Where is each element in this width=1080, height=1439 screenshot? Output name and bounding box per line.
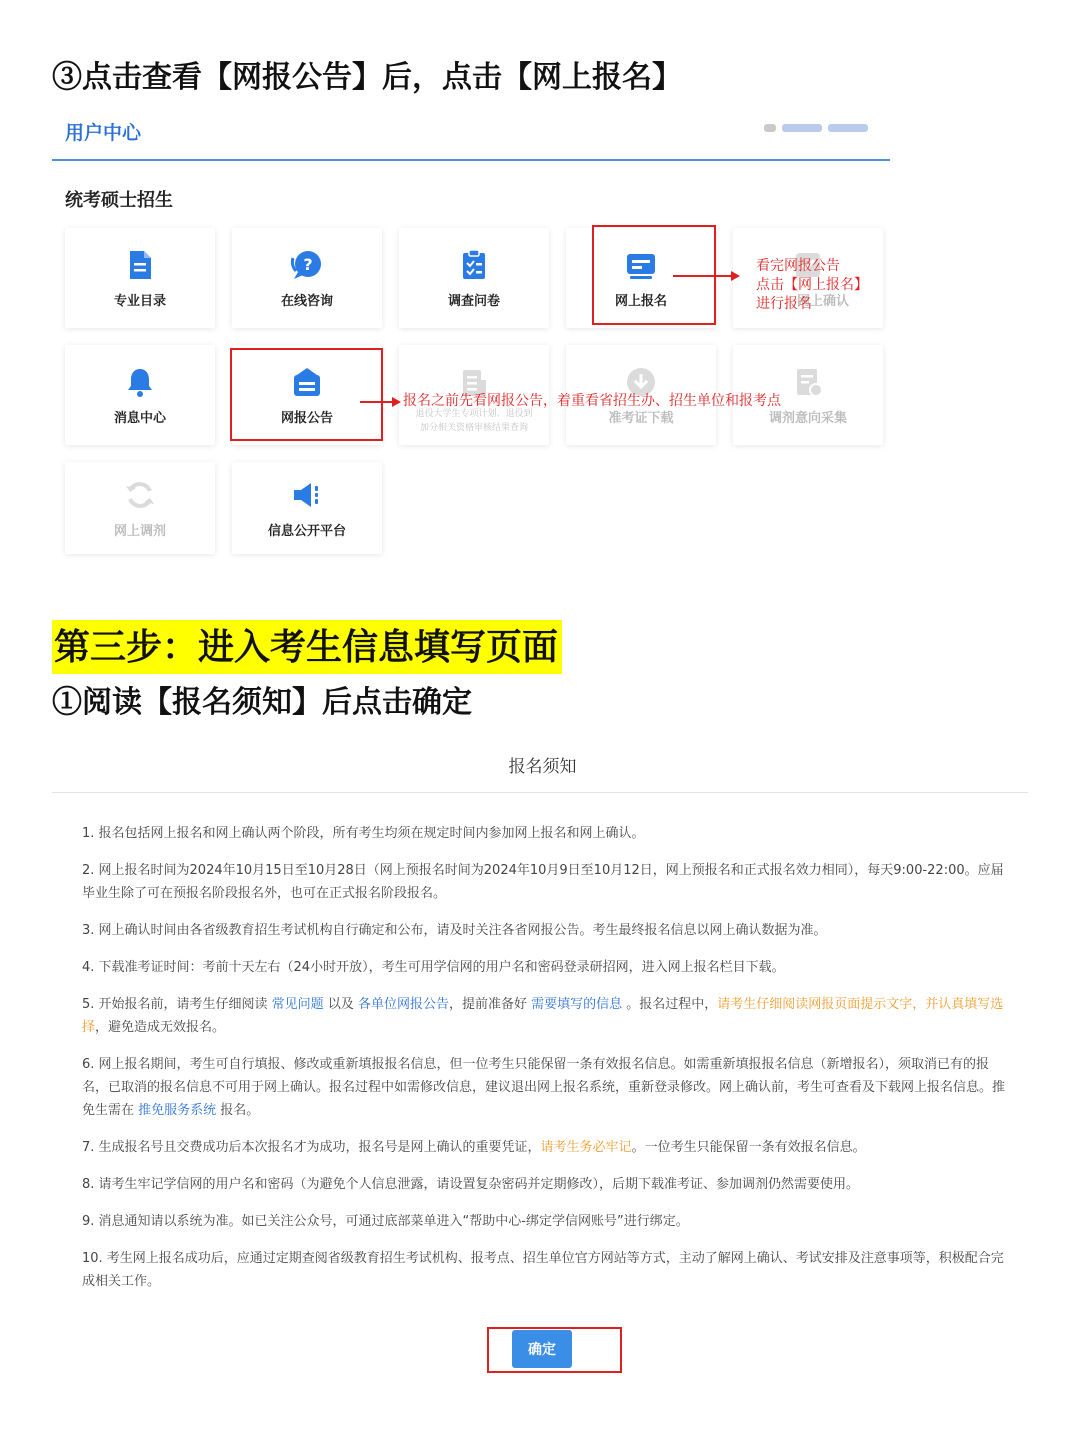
refresh-icon <box>123 478 157 512</box>
tile-info-platform[interactable] <box>232 462 382 554</box>
highlight-text: 请考生务必牢记 <box>540 1140 632 1155</box>
tile-message-center[interactable] <box>65 345 215 445</box>
annotation-line: 看完网报公告 <box>756 258 840 274</box>
notice-title: 报名须知 <box>508 757 577 777</box>
notice-item: 1. 报名包括网上报名和网上确认两个阶段，所有考生均须在规定时间内参加网上报名和网上确认。 <box>82 826 645 841</box>
notice-item: 8. 请考生牢记学信网的用户名和密码（为避免个人信息泄露，请设置复杂密码并定期修改），后期下载准考证、参加调剂仍然需要使用。 <box>82 1177 860 1192</box>
annotation-line: 点击【网上报名】 <box>756 277 868 293</box>
form-edit-icon <box>791 365 825 399</box>
faq-link[interactable]: 常见问题 <box>271 997 324 1012</box>
megaphone-icon <box>290 478 324 512</box>
step-heading-3: ③点击查看【网报公告】后，点击【网上报名】 <box>52 60 682 95</box>
tile-label: 网上报名 <box>614 293 667 309</box>
tile-online-consult[interactable] <box>232 228 382 328</box>
notice-item: 10. 考生网上报名成功后，应通过定期查阅省级教育招生考试机构、报考点、招生单位官方网站等方式，主动了解网上确认、考试安排及注意事项等，积极配合完成相关工作。 <box>82 1251 1004 1289</box>
text-segment: 报名。 <box>216 1103 260 1118</box>
unit-announcement-link[interactable]: 各单位网报公告 <box>357 997 449 1012</box>
highlight-box-announcement <box>230 348 383 441</box>
tile-label: 在线咨询 <box>280 293 333 309</box>
user-info-blurred <box>764 124 868 132</box>
text-segment: 。报名过程中， <box>622 997 718 1012</box>
annotation-middle: 报名之前先看网报公告，着重看省招生办、招生单位和报考点 <box>403 393 781 409</box>
highlight-box-confirm <box>487 1327 622 1373</box>
notice-item: 9. 消息通知请以系统为准。如已关注公众号，可通过底部菜单进入“帮助中心-绑定学信网账号”进行绑定。 <box>82 1214 689 1229</box>
text-segment: 5. 开始报名前，请考生仔细阅读 <box>82 997 272 1012</box>
faded-note-line: 退役大学生专项计划、退役到 <box>415 409 533 419</box>
annotation-right <box>756 257 868 314</box>
header-divider <box>52 159 890 161</box>
notice-list <box>82 822 1006 1307</box>
section-title: 统考硕士招生 <box>65 190 173 211</box>
tile-label: 准考证下载 <box>608 410 674 426</box>
confirm-button[interactable]: 确定 <box>512 1330 572 1368</box>
step-title: 第三步：进入考生信息填写页面 <box>52 620 562 674</box>
text-segment: 以及 <box>323 997 358 1012</box>
tile-label: 专业目录 <box>113 293 166 309</box>
notice-divider <box>52 792 1028 793</box>
text-segment: 。一位考生只能保留一条有效报名信息。 <box>631 1140 866 1155</box>
highlight-text: 请考生仔细阅读网报页面提示文字，并认真填写选择 <box>82 997 1004 1035</box>
user-center-title: 用户中心 <box>65 122 142 144</box>
tile-label: 调剂意向采集 <box>768 410 847 426</box>
svg-text:?: ? <box>303 254 313 274</box>
tile-major-catalog[interactable] <box>65 228 215 328</box>
tile-label: 网上调剂 <box>113 523 166 539</box>
question-bubble-icon <box>290 248 324 282</box>
clipboard-icon <box>457 248 491 282</box>
tile-survey[interactable] <box>399 228 549 328</box>
notice-item <box>82 993 1006 1039</box>
text-segment: 6. 网上报名期间，考生可自行填报、修改或重新填报报名信息，但一位考生只能保留一条有效报名信息。如需重新填报报名信息（新增报名），须取消已有的报名，已取消的报名信息不可用于网上确认。报名过程中如需修改信息，建议退出网上报名系统，重新登录修改。网上确认前，考生可查看及下载网上报名信息。推免生需在 <box>82 1057 1006 1118</box>
tile-label: 调查问卷 <box>447 293 500 309</box>
text-segment: ，提前准备好 <box>448 997 532 1012</box>
text-segment: ，避免造成无效报名。 <box>95 1020 226 1035</box>
faded-note-line: 加分相关资格审核结果查询 <box>419 423 528 433</box>
arrow-head <box>731 271 740 281</box>
text-segment: 7. 生成报名号且交费成功后本次报名才为成功，报名号是网上确认的重要凭证， <box>82 1140 541 1155</box>
recommend-system-link[interactable]: 推免服务系统 <box>138 1103 217 1118</box>
step-heading-1: ①阅读【报名须知】后点击确定 <box>52 685 472 720</box>
tile-label: 信息公开平台 <box>267 523 346 539</box>
arrow-line <box>673 275 733 277</box>
document-icon <box>123 248 157 282</box>
tile-label: 网上确认 <box>796 293 849 309</box>
notice-item: 2. 网上报名时间为2024年10月15日至10月28日（网上预报名时间为2024年10月9日至10月12日，网上预报名和正式报名效力相同），每天9:00-22:00。应届毕业生除了可在预报名阶段报名外，也可在正式报名阶段报名。 <box>82 863 1004 901</box>
bell-icon <box>123 365 157 399</box>
notice-item: 4. 下载准考证时间：考前十天左右（24小时开放），考生可用学信网的用户名和密码登录研招网，进入网上报名栏目下载。 <box>82 960 785 975</box>
tile-label: 消息中心 <box>113 410 166 426</box>
arrow-line <box>360 401 394 403</box>
notice-item <box>82 1053 1006 1122</box>
tile-label: 网报公告 <box>280 410 333 426</box>
tile-online-adjust[interactable] <box>65 462 215 554</box>
required-info-link[interactable]: 需要填写的信息 <box>531 997 623 1012</box>
arrow-head <box>392 397 401 407</box>
notice-item: 3. 网上确认时间由各省级教育招生考试机构自行确定和公布，请及时关注各省网报公告。考生最终报名信息以网上确认数据为准。 <box>82 923 827 938</box>
annotation-line: 进行报名 <box>756 296 812 312</box>
notice-item <box>82 1136 1006 1159</box>
